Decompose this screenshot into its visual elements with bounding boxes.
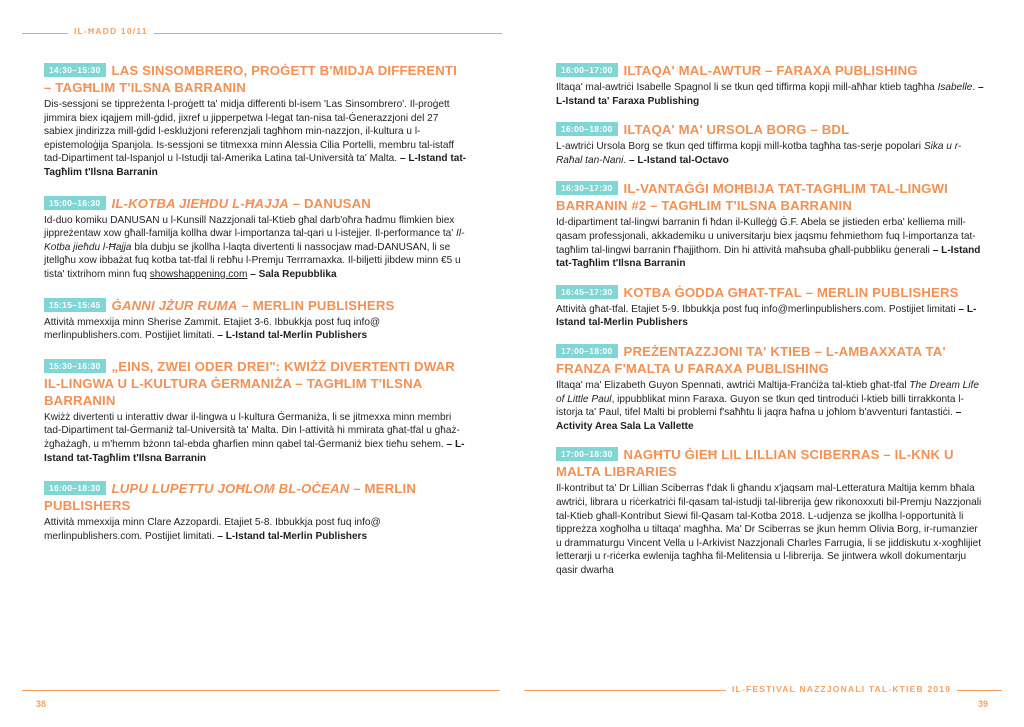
time-badge: 16:00–18:30	[44, 481, 106, 495]
event-description	[556, 303, 984, 330]
event-heading	[556, 284, 984, 301]
event-title: PREŻENTAZZJONI TA' KTIEB – L-AMBAXXATA TA' FRANZA F'MALTA U FARAXA PUBLISHING	[556, 343, 946, 376]
time-badge: 15:30–16:30	[44, 359, 106, 373]
event-description	[556, 379, 984, 433]
event-lupu-lupettu	[44, 480, 468, 543]
event-heading	[44, 297, 468, 314]
event-heading	[44, 358, 468, 409]
event-heading	[556, 62, 984, 79]
event-naghtu-gieh-lil-lillian-sciberras	[556, 446, 984, 577]
page-number-right: 39	[978, 699, 989, 709]
time-badge: 16:30–17:30	[556, 181, 618, 195]
event-heading	[44, 62, 468, 96]
time-badge: 17:00–18:30	[556, 447, 618, 461]
event-prezentazzjoni-ta-ktieb	[556, 343, 984, 433]
event-description	[556, 482, 984, 577]
event-venue: – L-Istand tat-Tagħlim t'Ilsna Barranin	[556, 244, 981, 270]
event-text: Dis-sessjoni se tippreżenta l-proġett ta' midja differenti bl-isem 'Las Sinsombrero'. Il-proġett jimmira biex iqajjem mill-ġdid, jixref u jipperpetwa l-legat tan-nisa tal-Ġenerazzjoni del 27 sabiex jindirizza mill-ġdid l-esklużjoni referenzjali tagħhom min-nazzjon, il-kultura u l-epistemoloġija Spanjola. Is-sessjoni se titmexxa minn Alessia Cilia Portelli, membru tal-istaff tad-Dipartiment tal-Ispanjol u l-Istudji tal-Amerika Latina tal-Università ta' Malta.	[44, 99, 454, 165]
event-venue: – L-Istand tal-Merlin Publishers	[556, 303, 977, 329]
event-venue: – L-Istand tal-Octavo	[628, 154, 729, 166]
event-description	[44, 214, 468, 282]
event-venue: – L-Istand tal-Merlin Publishers	[217, 330, 368, 342]
event-text: Kwiżż divertenti u interattiv dwar il-lingwa u l-kultura Ġermaniża, li se jitmexxa minn membri tad-Dipartiment tal-Ġermaniż tal-Università ta' Malta. Din l-attività hi mmirata għat-tfal u għaż-żgħażagħ, u m'hemm bżonn tal-ebda għarfien minn qabel tal-Ġermaniż biex tieħu sehem.	[44, 411, 460, 450]
event-venue: – Activity Area Sala La Vallette	[556, 407, 962, 432]
event-venue: – L-Istand tal-Merlin Publishers	[217, 530, 368, 542]
event-title: KOTBA ĠODDA GĦAT-TFAL – MERLIN PUBLISHERS	[623, 284, 959, 300]
event-heading	[556, 343, 984, 377]
event-text: .	[972, 82, 976, 93]
event-heading	[556, 121, 984, 138]
footer-rule-left	[22, 690, 500, 691]
event-heading	[44, 480, 468, 514]
event-description	[556, 216, 984, 270]
time-badge: 15:15–15:45	[44, 298, 106, 312]
event-text: Iltaqa' mal-awtriċi Isabelle Spagnol li se tkun qed tiffirma kopji mill-aħħar ktieb tagħha	[556, 82, 938, 93]
event-text: Attività mmexxija minn Sherise Zammit. Etajiet 3-6. Ibbukkja post fuq info@ merlinpublishers.com. Postijiet limitati.	[44, 316, 381, 342]
event-description	[44, 98, 468, 180]
event-text-italic: Il-Kotba jieħdu l-Ħajja	[44, 228, 465, 253]
event-text: L-awtriċi Ursola Borg se tkun qed tiffirma kopji mill-kotba tagħha tas-serje popolari	[556, 141, 924, 153]
event-title: „EINS, ZWEI ODER DREI": KWIŻŻ DIVERTENTI DWAR IL-LINGWA U L-KULTURA ĠERMANIŻA – TAGĦLIM T'ILSNA BARRANIN	[44, 358, 455, 408]
time-badge: 14:30–15:30	[44, 63, 106, 77]
event-las-sinsombrero	[44, 62, 468, 180]
event-heading	[556, 446, 984, 480]
time-badge: 17:00–18:00	[556, 344, 618, 358]
event-kotba-godda-ghat-tfal	[556, 284, 984, 330]
event-text: Id-duo komiku DANUSAN u l-Kunsill Nazzjonali tal-Ktieb għal darb'oħra ħadmu flimkien biex jippreżentaw xow għall-familja kollha dwar l-importanza tal-qari u l-istejjer. Il-performance ta'	[44, 214, 457, 240]
event-description	[556, 81, 984, 108]
event-text: Attività għat-tfal. Etajiet 5-9. Ibbukkja post fuq info@merlinpublishers.com. Postijiet limitati	[556, 303, 956, 315]
time-badge: 16:00–17:00	[556, 63, 618, 77]
event-text: Iltaqa' ma' Elizabeth Guyon Spennati, awtriċi Maltija-Franċiża tal-ktieb għat-tfal	[556, 379, 910, 391]
event-iltaqa-mal-awtur	[556, 62, 984, 108]
event-description	[44, 316, 468, 343]
event-description	[556, 140, 984, 167]
time-badge: 15:00–16:30	[44, 196, 106, 210]
event-venue: – L-Istand tat-Tagħlim t'Ilsna Barranin	[44, 438, 465, 464]
event-iltaqa-ma-ursola-borg	[556, 121, 984, 167]
event-text: Id-dipartiment tal-lingwi barranin fi ħdan il-Kulleġġ Ġ.F. Abela se jistieden erba' kelliema mill-qasam professjonali, akkademiku u universitarju biex jaqsmu fehmiethom fuq l-importanza tat-tagħlim tal-lingwi barranin f'ħajjithom. Din hi attività maħsuba għall-pubbliku ġenerali	[556, 217, 976, 256]
event-title: IL-VANTAĠĠI MOĦBIJA TAT-TAGĦLIM TAL-LINGWI BARRANIN #2 – TAGĦLIM T'ILSNA BARRANIN	[556, 181, 948, 214]
showshappening-link[interactable]: showshappening.com	[149, 268, 248, 280]
event-text-italic: The Dream Life of Little Paul	[556, 379, 979, 405]
event-title: ILTAQA' MAL-AWTUR – FARAXA PUBLISHING	[623, 63, 918, 78]
footer-title: IL-FESTIVAL NAZZJONALI TAL-KTIEB 2019	[726, 684, 957, 694]
event-venue: – L-Istand ta' Faraxa Publishing	[556, 82, 984, 107]
event-title: – MERLIN PUBLISHERS	[241, 297, 395, 313]
page-number-left: 38	[36, 699, 47, 709]
event-title: – DANUSAN	[292, 195, 371, 211]
right-page-column	[556, 62, 984, 590]
event-text: Attività mmexxija minn Clare Azzopardi. Etajiet 5-8. Ibbukkja post fuq info@ merlinpublishers.com. Postijiet limitati.	[44, 517, 381, 542]
header-title: IL-ĦADD 10/11	[68, 26, 154, 36]
event-title: ILTAQA' MA' URSOLA BORG – BDL	[623, 122, 850, 138]
time-badge: 16:00–18:00	[556, 122, 618, 136]
event-title-italic: IL-KOTBA JIEĦDU L-ĦAJJA	[111, 195, 289, 211]
event-heading	[556, 180, 984, 214]
event-title-italic: LUPU LUPETTU JOĦLOM BL-OĊEAN	[111, 481, 350, 497]
event-eins-zwei-oder-drei	[44, 358, 468, 465]
event-title: NAGĦTU ĠIEĦ LIL LILLIAN SCIBERRAS – IL-KNK U MALTA LIBRARIES	[556, 447, 954, 480]
event-text: , ippubblikat minn Faraxa. Guyon se tkun qed tintroduċi l-ktieb billi tirrakkonta l-istorja ta' Paul, tifel Malti bi problemi f'saħħtu li jaqra ħafna u joħlom b'avventuri fantastiċi.	[556, 393, 964, 419]
event-il-vantaggi-mohbija	[556, 180, 984, 270]
event-title: – MERLIN PUBLISHERS	[44, 481, 416, 514]
event-text: bla dubju se jkollha l-laqta divertenti li nassocjaw mad-DANUSAN, li se jtellgħu xow ibbażat fuq kotba tat-tfal li rebħu l-Premju Terrramaxka. Il-biljetti jibdew minn €5 u tista' tixtrihom minn fuq	[44, 241, 461, 280]
event-title: LAS SINSOMBRERO, PROĠETT B'MIDJA DIFFERENTI – TAGĦLIM T'ILSNA BARRANIN	[44, 63, 457, 95]
event-description	[44, 516, 468, 543]
time-badge: 16:45–17:30	[556, 285, 618, 299]
event-il-kotba-jiehdu-l-hajja	[44, 195, 468, 282]
left-page-column	[44, 62, 468, 558]
event-text: Il-kontribut ta' Dr Lillian Sciberras f'dak li għandu x'jaqsam mal-Letteratura Maltija kemm bħala awtriċi, librara u riċerkatriċi fil-qasam tal-istudji tal-librerija ġew rikonoxxuti bil-Premju Nazzjonali tal-Ktieb għall-Kontribut Siewi fil-Qasam tal-Kotba 2018. L-udjenza se jkollha l-opportunità li tippreżza xogħolha u tiltaqa' magħha. Ma' Dr Sciberras se jkun hemm Olivia Borg, ir-rumanzier u drammaturgu Vincent Vella u l-Arkivist Nazzjonali Charles Farrugia, li se jiddiskutu x-xogħlijiet letterarji u r-riċerka ewlenija tagħha fil-Melitensia u l-librerija. Se jintwera wkoll dokumentarju qasir dwarha	[556, 483, 982, 576]
event-venue: – L-Istand tat-Tagħlim t'Ilsna Barranin	[44, 153, 467, 178]
event-text-italic: Sika u r-Raħal tan-Nani	[556, 141, 962, 166]
event-ganni-jzur-ruma	[44, 297, 468, 343]
event-venue: – Sala Repubblika	[250, 268, 337, 280]
event-text: .	[623, 154, 627, 166]
event-description	[44, 411, 468, 465]
event-text-italic: Isabelle	[937, 82, 973, 93]
event-heading	[44, 195, 468, 212]
event-title-italic: ĠANNI JŻUR RUMA	[111, 297, 238, 313]
